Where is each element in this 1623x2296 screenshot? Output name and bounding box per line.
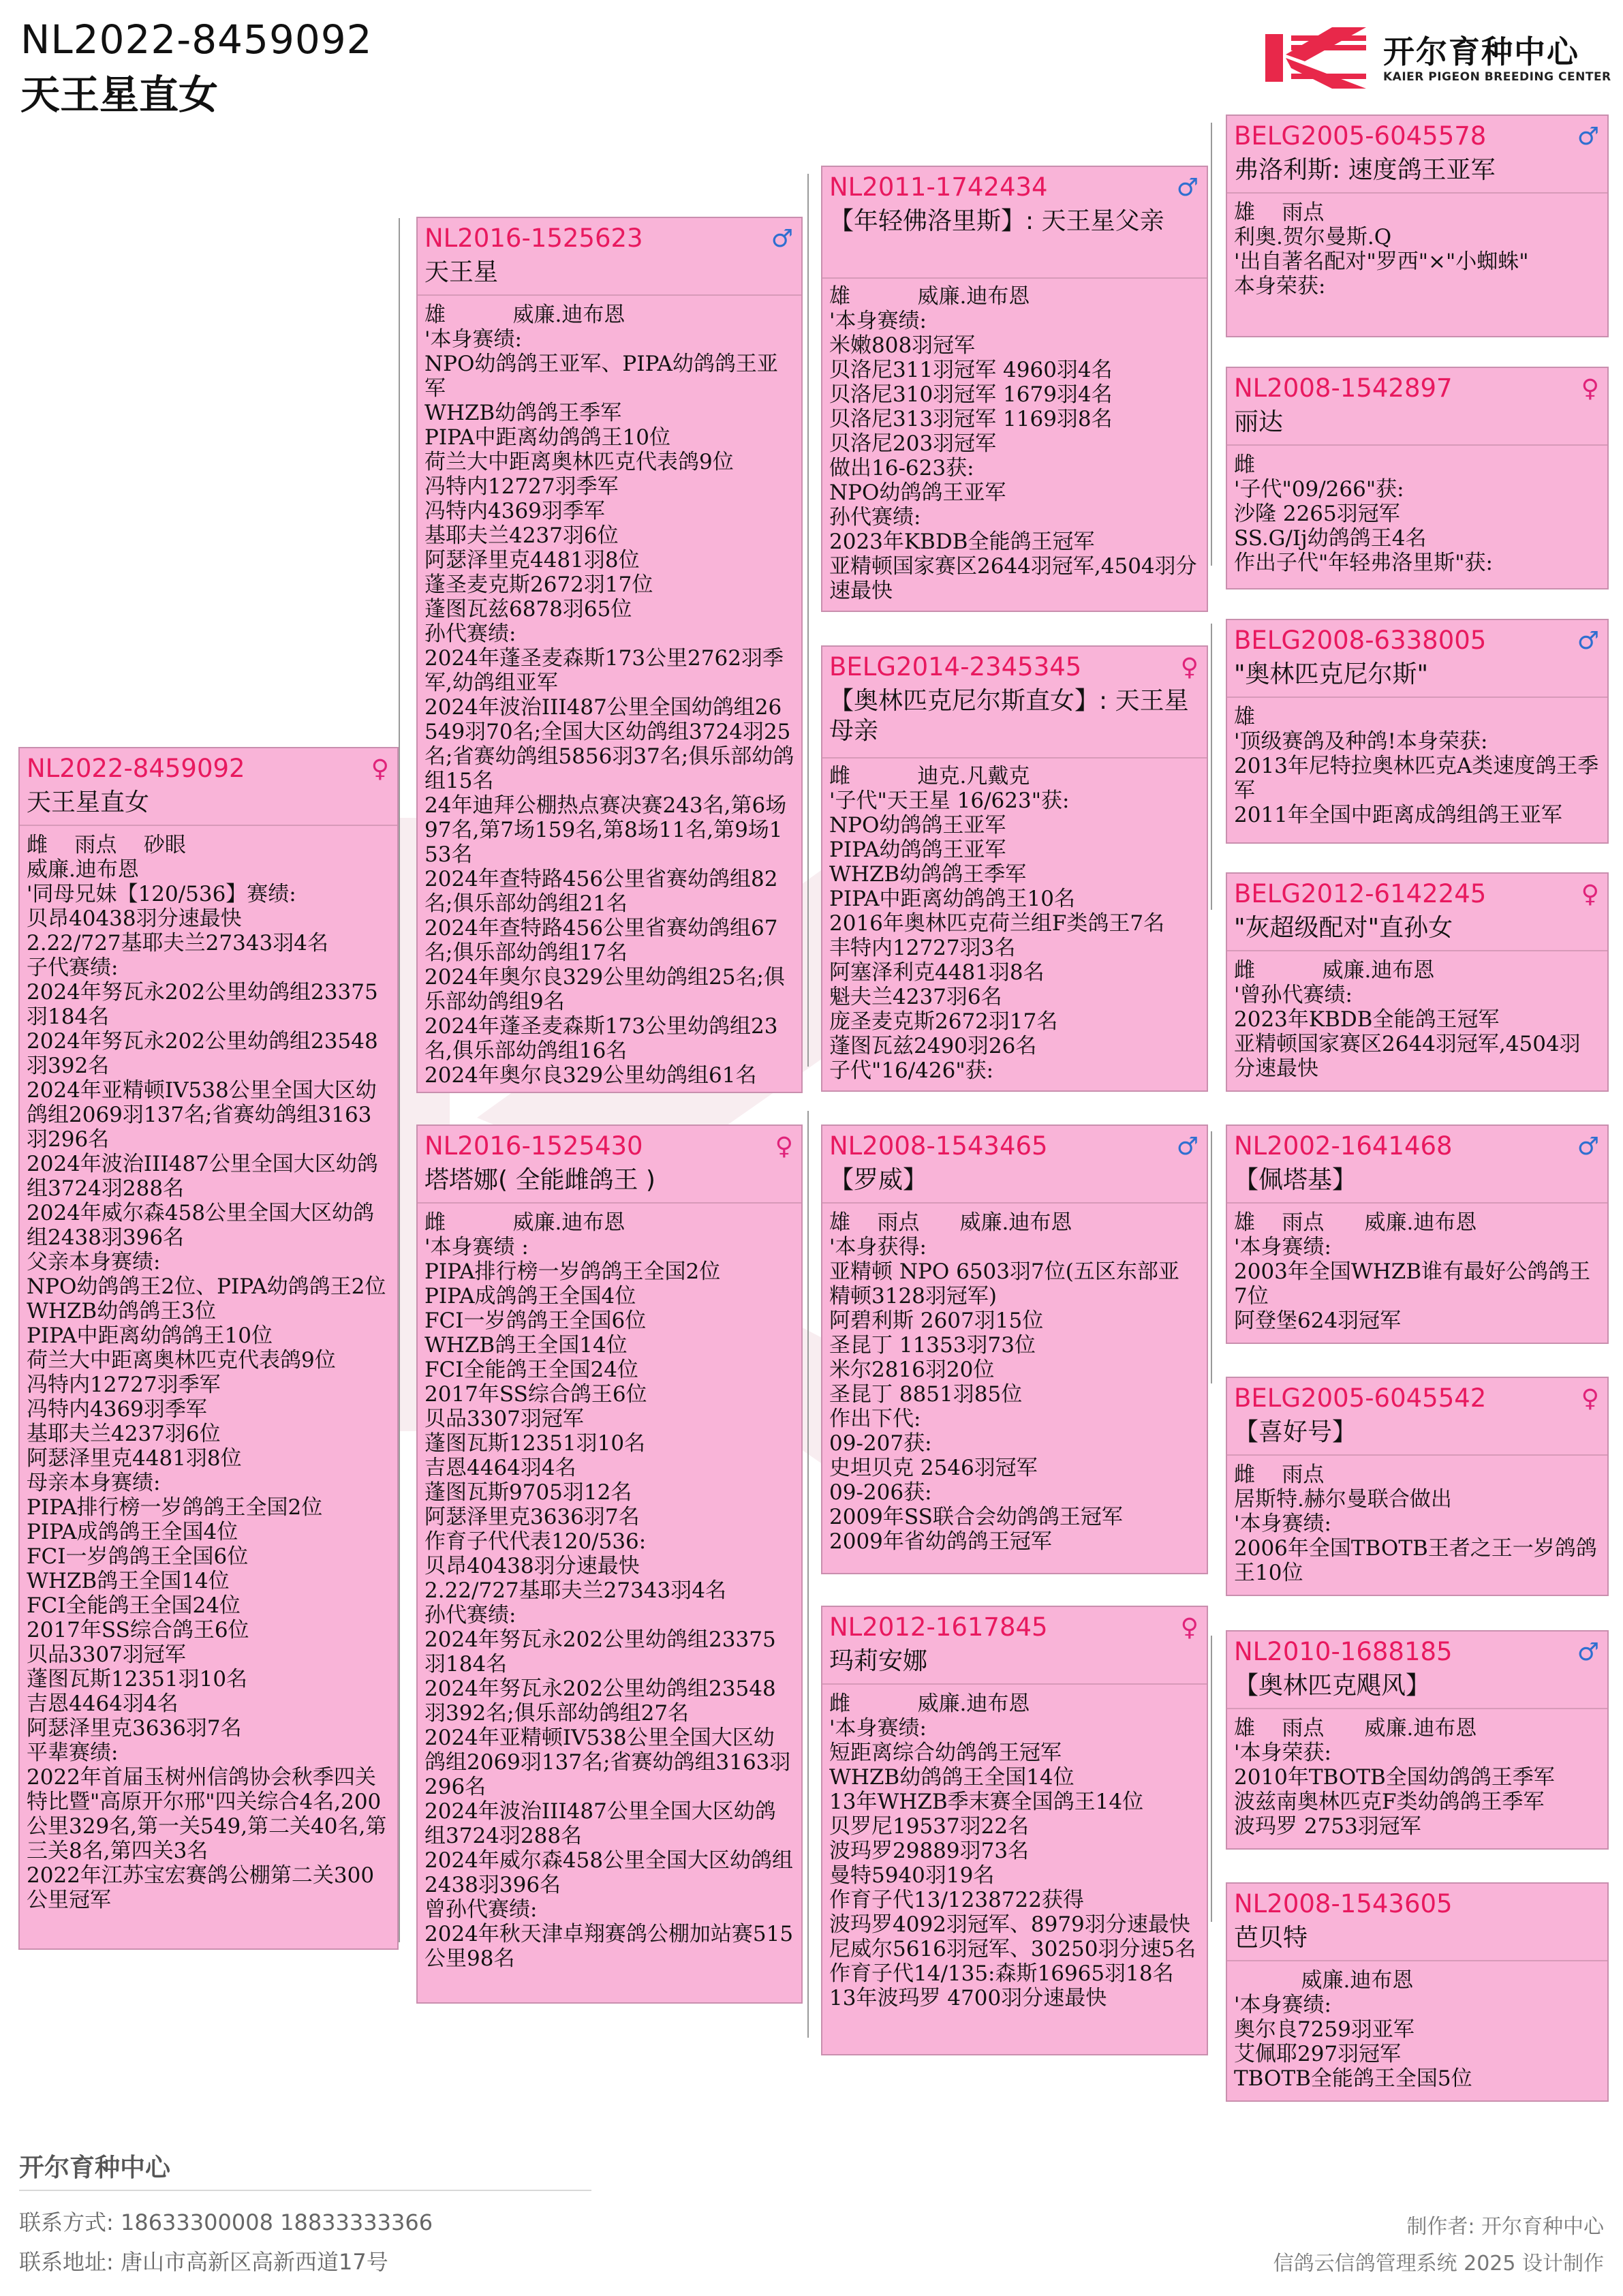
contact-phones[interactable]: 18633300008 18833333366 <box>120 2209 433 2235</box>
bird-name: 天王星直女 <box>27 789 150 816</box>
bird-name: 【奥林匹克尼尔斯直女】: 天王星母亲 <box>829 687 1189 745</box>
male-icon: ♂ <box>1176 174 1199 202</box>
footer-system: 信鸽云信鸽管理系统 2025 设计制作 <box>1273 2252 1604 2276</box>
contact-label: 联系方式: <box>19 2209 114 2235</box>
male-icon: ♂ <box>1577 627 1599 655</box>
female-icon: ♀ <box>1581 375 1599 403</box>
female-icon: ♀ <box>1581 881 1599 908</box>
connector-line <box>1211 1636 1212 1922</box>
bird-name: 玛莉安娜 <box>829 1647 928 1675</box>
pedigree-card-dam-sire[interactable] <box>821 1124 1208 1574</box>
pedigree-card-dsd[interactable] <box>1226 1377 1609 1596</box>
pedigree-card-dam[interactable] <box>416 1124 803 2004</box>
bird-name: 【喜好号】 <box>1234 1418 1357 1446</box>
connector-line <box>807 1111 809 2038</box>
ring-number: BELG2012-6142245 <box>1234 879 1487 908</box>
ring-number: NL2016-1525623 <box>424 224 643 253</box>
female-icon: ♀ <box>1180 1614 1199 1642</box>
bird-details: 雌 威廉.迪布恩 '曾孙代赛绩: 2023年KBDB全能鸽王冠军 亚精顿国家赛区2644羽冠军,4504羽分速最快 <box>1234 958 1581 1081</box>
footer-address <box>19 2245 388 2276</box>
pedigree-bird-name: 天王星直女 <box>20 72 219 118</box>
ring-number: NL2008-1543465 <box>829 1131 1048 1161</box>
pedigree-ring-number: NL2022-8459092 <box>20 16 373 63</box>
bird-details: 雌 '子代"09/266"获: 沙隆 2265羽冠军 SS.G/Ij幼鸽鸽王4名 作出子代"年轻弗洛里斯"获: <box>1234 453 1493 575</box>
bird-name: 【罗威】 <box>829 1166 928 1194</box>
pedigree-card-sds[interactable] <box>1226 619 1609 844</box>
pedigree-card-dds[interactable] <box>1226 1630 1609 1850</box>
bird-details: 威廉.迪布恩 '本身赛绩: 奥尔良7259羽亚军 艾佩耶297羽冠军 TBOTB全能鸽王全国5位 <box>1234 1968 1472 2091</box>
bird-name: "灰超级配对"直孙女 <box>1234 914 1453 942</box>
bird-name: 塔塔娜( 全能雌鸽王 ) <box>424 1166 655 1194</box>
bird-details: 雌 威廉.迪布恩 '本身赛绩 : PIPA排行榜一岁鸽鸽王全国2位 PIPA成鸽鸽王全国4位 FCI一岁鸽鸽王全国6位 WHZB鸽王全国14位 FCI全能鸽王全国24位 2017年SS综合鸽王6位 贝品3307羽冠军 蓬图瓦斯12351羽10名 吉恩4464羽4名 蓬图瓦斯9705羽12名 阿瑟泽里克3636羽7名 作育子代代表120/536: 贝昂40438羽分速最快 2.22/727基耶夫兰27343羽4名 孙代赛绩: 2024年努瓦永202公里幼鸽组23375羽184名 2024年努瓦永202公里幼鸽组23548羽392名;俱乐部幼鸽组27名 2024年亚精顿IV538公里全国大区幼鸽组2069羽137名;省赛幼鸽组3163羽296名 2024年波治III487公里全国大区幼鸽组3724羽288名 2024年威尔森458公里全国大区幼鸽组2438羽396名 曾孙代赛绩: 2024年秋天津卓翔赛鸽公棚加站赛515公里98名 <box>424 1210 794 1971</box>
pedigree-card-sire[interactable] <box>416 217 803 1093</box>
connector-line <box>1211 123 1212 566</box>
bird-name: "奥林匹克尼尔斯" <box>1234 660 1429 688</box>
pedigree-card-ddd[interactable] <box>1226 1882 1609 2102</box>
bird-details: 雌 雨点 砂眼 威廉.迪布恩 '同母兄妹【120/536】赛绩: 贝昂40438羽分速最快 2.22/727基耶夫兰27343羽4名 子代赛绩: 2024年努瓦永202公里幼鸽组23375羽184名 2024年努瓦永202公里幼鸽组23548羽392名 2024年亚精顿IV538公里全国大区幼鸽组2069羽137名;省赛幼鸽组3163羽296名 2024年波治III487公里全国大区幼鸽组3724羽288名 2024年威尔森458公里全国大区幼鸽组2438羽396名 父亲本身赛绩: NPO幼鸽鸽王2位、PIPA幼鸽鸽王2位 WHZB幼鸽鸽王3位 PIPA中距离幼鸽鸽王10位 荷兰大中距离奥林匹克代表鸽9位 冯特内12727羽季军 冯特内4369羽季军 基耶夫兰4237羽6位 阿瑟泽里克4481羽8位 母亲本身赛绩: PIPA排行榜一岁鸽鸽王全国2位 PIPA成鸽鸽王全国4位 FCI一岁鸽鸽王全国6位 WHZB鸽王全国14位 FCI全能鸽王全国24位 2017年SS综合鸽王6位 贝品3307羽冠军 蓬图瓦斯12351羽10名 吉恩4464羽4名 阿瑟泽里克3636羽7名 平辈赛绩: 2022年首届玉树州信鸽协会秋季四关特比暨"高原开尔邢"四关综合4名,200公里329名,第一关549,第二关40名,第三关8名,第四关3名 2022年江苏宝宏赛鸽公棚第二关300公里冠军 <box>27 833 387 1912</box>
male-icon: ♂ <box>771 225 793 253</box>
ring-number: BELG2005-6045542 <box>1234 1383 1487 1413</box>
brand-name-cn: 开尔育种中心 <box>1383 33 1579 70</box>
ring-number: BELG2014-2345345 <box>829 652 1082 682</box>
connector-line <box>1211 624 1212 910</box>
ring-number: NL2016-1525430 <box>424 1131 643 1161</box>
ring-number: NL2008-1543605 <box>1234 1889 1453 1918</box>
bird-name: 弗洛利斯: 速度鸽王亚军 <box>1234 156 1496 184</box>
bird-details: 雄 雨点 威廉.迪布恩 '本身获得: 亚精顿 NPO 6503羽7位(五区东部亚精顿3128羽冠军) 阿碧利斯 2607羽15位 圣昆丁 11353羽73位 米尔2816羽20位 圣昆丁 8851羽85位 作出下代: 09-207获: 史坦贝克 2546羽冠军 09-206获: 2009年SS联合会幼鸽鸽王冠军 2009年省幼鸽鸽王冠军 <box>829 1210 1179 1554</box>
bird-name: 【佩塔基】 <box>1234 1166 1357 1194</box>
ring-number: NL2012-1617845 <box>829 1612 1048 1642</box>
female-icon: ♀ <box>775 1133 793 1161</box>
bird-details: 雄 威廉.迪布恩 '本身赛绩: NPO幼鸽鸽王亚军、PIPA幼鸽鸽王亚军 WHZB幼鸽鸽王季军 PIPA中距离幼鸽鸽王10位 荷兰大中距离奥林匹克代表鸽9位 冯特内12727羽季军 冯特内4369羽季军 基耶夫兰4237羽6位 阿瑟泽里克4481羽8位 蓬圣麦克斯2672羽17位 蓬图瓦兹6878羽65位 孙代赛绩: 2024年蓬圣麦森斯173公里2762羽季军,幼鸽组亚军 2024年波治III487公里全国幼鸽组26549羽70名;全国大区幼鸽组3724羽25名;省赛幼鸽组5856羽37名;俱乐部幼鸽组15名 24年迪拜公棚热点赛决赛243名,第6场97名,第7场159名,第8场11名,第9场153名 2024年查特路456公里省赛幼鸽组82名;俱乐部幼鸽组21名 2024年查特路456公里省赛幼鸽组67名;俱乐部幼鸽组17名 2024年奥尔良329公里幼鸽组25名;俱乐部幼鸽组9名 2024年蓬圣麦森斯173公里幼鸽组23名,俱乐部幼鸽组16名 2024年奥尔良329公里幼鸽组61名 <box>424 303 794 1088</box>
pedigree-card-sire-sire[interactable] <box>821 166 1208 612</box>
bird-details: 雄 雨点 利奥.贺尔曼斯.Q '出自著名配对"罗西"×"小蜘蛛" 本身荣获: <box>1234 200 1529 299</box>
pedigree-card-dss[interactable] <box>1226 1124 1609 1344</box>
ring-number: BELG2008-6338005 <box>1234 626 1487 655</box>
bird-name: 【年轻佛洛里斯】: 天王星父亲 <box>829 207 1164 235</box>
bird-name: 芭贝特 <box>1234 1924 1308 1952</box>
bird-details: 雌 雨点 居斯特.赫尔曼联合做出 '本身赛绩: 2006年全国TBOTB王者之王一岁鸽鸽王10位 <box>1234 1463 1597 1585</box>
bird-name: 【奥林匹克飓风】 <box>1234 1672 1431 1700</box>
footer-divider <box>19 2190 591 2191</box>
bird-details: 雄 雨点 威廉.迪布恩 '本身荣获: 2010年TBOTB全国幼鸽鸽王季军 波兹南奥林匹克F类幼鸽鸽王季军 波玛罗 2753羽冠军 <box>1234 1716 1555 1839</box>
bird-name: 丽达 <box>1234 408 1284 436</box>
bird-details: 雌 威廉.迪布恩 '本身赛绩: 短距离综合幼鸽鸽王冠军 WHZB幼鸽鸽王全国14位 13年WHZB季末赛全国鸽王14位 贝罗尼19537羽22名 波玛罗29889羽73名 曼特5940羽19名 作育子代13/1238722获得 波玛罗4092羽冠军、8979羽分速最快 尼威尔5616羽冠军、30250羽分速5名 作育子代14/135:森斯16965羽18名 13年波玛罗 4700羽分速最快 <box>829 1692 1196 2010</box>
bird-details: 雌 迪克.凡戴克 '子代"天王星 16/623"获: NPO幼鸽鸽王亚军 PIPA幼鸽鸽王亚军 WHZB幼鸽鸽王季军 PIPA中距离幼鸽鸽王10名 2016年奥林匹克荷兰组F类鸽王7名 丰特内12727羽3名 阿塞泽利克4481羽8名 魁夫兰4237羽6名 庞圣麦克斯2672羽17名 蓬图瓦兹2490羽26名 子代"16/426"获: <box>829 764 1165 1083</box>
ring-number: NL2022-8459092 <box>27 754 245 783</box>
connector-line <box>1211 1131 1212 1383</box>
pedigree-card-dam-dam[interactable] <box>821 1606 1208 2055</box>
ring-number: NL2010-1688185 <box>1234 1637 1453 1666</box>
pedigree-card-sss[interactable] <box>1226 114 1609 337</box>
female-icon: ♀ <box>1581 1385 1599 1413</box>
ring-number: NL2008-1542897 <box>1234 373 1453 403</box>
female-icon: ♀ <box>371 755 389 783</box>
address-label: 联系地址: <box>19 2249 114 2275</box>
footer-contact <box>19 2205 433 2237</box>
male-icon: ♂ <box>1577 1638 1599 1666</box>
footer-org-name: 开尔育种中心 <box>19 2153 170 2182</box>
male-icon: ♂ <box>1577 1133 1599 1161</box>
bird-details: 雄 '顶级赛鸽及种鸽!本身荣获: 2013年尼特拉奥林匹克A类速度鸽王季军 2011年全国中距离成鸽组鸽王亚军 <box>1234 705 1599 827</box>
ring-number: BELG2005-6045578 <box>1234 121 1487 151</box>
address-value: 唐山市高新区高新西道17号 <box>120 2249 388 2275</box>
male-icon: ♂ <box>1577 123 1599 151</box>
connector-line <box>807 174 809 1067</box>
pedigree-card-sdd[interactable] <box>1226 872 1609 1092</box>
male-icon: ♂ <box>1176 1133 1199 1161</box>
ring-number: NL2011-1742434 <box>829 172 1048 202</box>
female-icon: ♀ <box>1180 654 1199 682</box>
bird-name: 天王星 <box>424 258 499 286</box>
footer-maker: 制作者: 开尔育种中心 <box>1406 2215 1604 2239</box>
brand-name-en: KAIER PIGEON BREEDING CENTER <box>1383 70 1611 84</box>
connector-line <box>399 218 400 1942</box>
pedigree-card-ssd[interactable] <box>1226 367 1609 590</box>
ring-number: NL2002-1641468 <box>1234 1131 1453 1161</box>
bird-details: 雄 威廉.迪布恩 '本身赛绩: 米嫩808羽冠军 贝洛尼311羽冠军 4960羽4名 贝洛尼310羽冠军 1679羽4名 贝洛尼313羽冠军 1169羽8名 贝洛尼203羽冠军 做出16-623获: NPO幼鸽鸽王亚军 孙代赛绩: 2023年KBDB全能鸽王冠军 亚精顿国家赛区2644羽冠军,4504羽分速最快 <box>829 284 1197 603</box>
bird-details: 雄 雨点 威廉.迪布恩 '本身赛绩: 2003年全国WHZB谁有最好公鸽鸽王7位 阿登堡624羽冠军 <box>1234 1210 1591 1333</box>
pedigree-card-subject[interactable] <box>18 747 399 1950</box>
pedigree-card-sire-dam[interactable] <box>821 645 1208 1092</box>
